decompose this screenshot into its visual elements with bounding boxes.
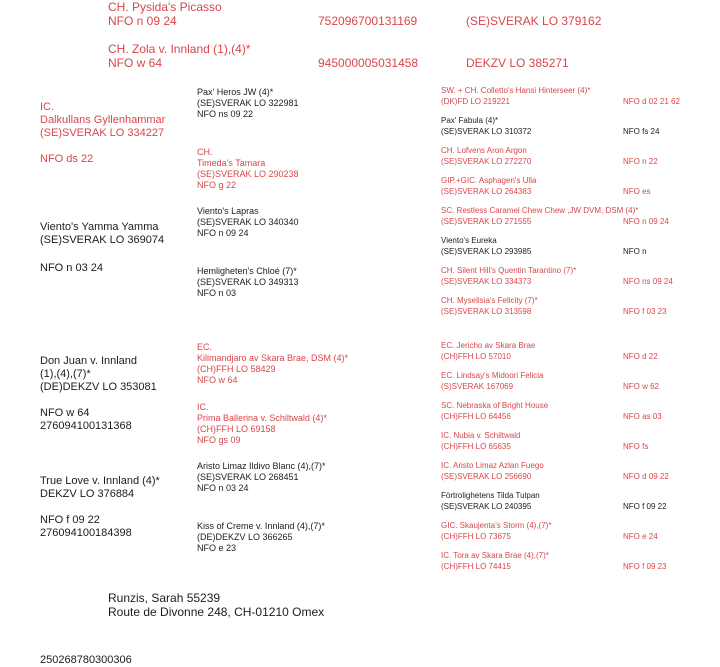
great-grandparent-nfo: NFO es xyxy=(623,187,651,196)
grandparent-line: Hemligheten's Chloé (7)* xyxy=(197,266,297,276)
grandparent-line: (DE)DEKZV LO 366265 xyxy=(197,532,293,542)
grandparent-line: Pax' Heros JW (4)* xyxy=(197,87,274,97)
great-grandparent-reg: (SE)SVERAK LO 240395 xyxy=(441,502,532,511)
great-grandparent-name: Viento's Eureka xyxy=(441,236,497,245)
great-grandparent-reg: (SE)SVERAK LO 271555 xyxy=(441,217,532,226)
parent-top-line: NFO ds 22 xyxy=(40,153,94,165)
great-grandparent-name: IC. Nubia v. Schiltwald xyxy=(441,431,521,440)
grandparent-line: NFO e 23 xyxy=(197,543,237,553)
parent-dam-line: 276094100131368 xyxy=(40,420,132,432)
grandparent-line: (SE)SVERAK LO 349313 xyxy=(197,277,299,287)
parent-sire-line: Viento's Yamma Yamma xyxy=(40,221,159,233)
great-grandparent-nfo: NFO n xyxy=(623,247,647,256)
grandparent-2 xyxy=(197,147,299,191)
great-grandparent-nfo: NFO f 09 23 xyxy=(623,562,667,571)
parent-sire-line: NFO n 03 24 xyxy=(40,262,103,274)
grandparent-line: NFO n 09 24 xyxy=(197,228,249,238)
great-grandparent-nfo: NFO ns 09 24 xyxy=(623,277,673,286)
grandparent-line: Aristo Limaz Ildivo Blanc (4),(7)* xyxy=(197,461,326,471)
grandparent-line: Timeda's Tamara xyxy=(197,158,266,168)
grandparent-line: (SE)SVERAK LO 340340 xyxy=(197,217,299,227)
parent-dam-line: Don Juan v. Innland xyxy=(40,355,138,367)
great-grandparent-reg: (SE)SVERAK LO 334373 xyxy=(441,277,532,286)
litter-dam-reg: DEKZV LO 385271 xyxy=(466,56,569,70)
grandparent-line: NFO ns 09 22 xyxy=(197,109,254,119)
great-grandparent-reg: (SE)SVERAK LO 264383 xyxy=(441,187,532,196)
great-grandparent-nfo: NFO fs 24 xyxy=(623,127,660,136)
great-grandparent-name: IC. Tora av Skara Brae (4),(7)* xyxy=(441,551,549,560)
great-grandparent-nfo: NFO w 62 xyxy=(623,382,660,391)
grandparent-line: IC. xyxy=(197,402,209,412)
great-grandparent-reg: (S)SVERAK 167069 xyxy=(441,382,514,391)
grandparent-line: NFO g 22 xyxy=(197,180,237,190)
parent-dam-line xyxy=(40,394,157,407)
grandparent-line: (SE)SVERAK LO 322981 xyxy=(197,98,299,108)
parent-dam-line: (DE)DEKZV LO 353081 xyxy=(40,381,157,393)
great-grandparent-nfo: NFO as 03 xyxy=(623,412,662,421)
parent-sire-block xyxy=(40,221,164,275)
great-grandparent-nfo: NFO e 24 xyxy=(623,532,658,541)
parent-dam2-block xyxy=(40,475,160,540)
litter-sire-nfo: NFO n 09 24 xyxy=(108,14,177,28)
litter-sire-reg: (SE)SVERAK LO 379162 xyxy=(466,14,602,28)
parent-top-line xyxy=(40,140,165,153)
great-grandparent-reg: (SE)SVERAK LO 293985 xyxy=(441,247,532,256)
parent-top-line: (SE)SVERAK LO 334227 xyxy=(40,127,165,139)
parent-dam-block xyxy=(40,355,157,433)
great-grandparent-reg: (SE)SVERAK LO 256690 xyxy=(441,472,532,481)
grandparent-3 xyxy=(197,206,299,239)
parent-dam-line: (1),(4),(7)* xyxy=(40,368,91,380)
grandparent-line: NFO gs 09 xyxy=(197,435,241,445)
great-grandparent-nfo: NFO d 02 21 62 xyxy=(623,97,680,106)
great-grandparent-name: CH. Silent Hill's Quentin Tarantino (7)* xyxy=(441,266,577,275)
litter-dam-nfo: NFO w 64 xyxy=(108,56,163,70)
great-grandparent-name: SC. Restless Caramel Chew Chew ,JW DVM, DSM (4)* xyxy=(441,206,639,215)
great-grandparent-reg: (SE)SVERAK LO 272270 xyxy=(441,157,532,166)
grandparent-5 xyxy=(197,342,348,386)
great-grandparent-name: Förtrolighetens Tilda Tulpan xyxy=(441,491,540,500)
great-grandparent-reg: (SE)SVERAK LO 310372 xyxy=(441,127,532,136)
grandparent-line: Kilimandjaro av Skara Brae, DSM (4)* xyxy=(197,353,349,363)
parent-top-line: Dalkullans Gyllenhammar xyxy=(40,114,166,126)
parent-dam2-line xyxy=(40,501,160,514)
parent-sire-line: (SE)SVERAK LO 369074 xyxy=(40,234,165,246)
grandparent-line: (CH)FFH LO 58429 xyxy=(197,364,276,374)
parent-dam2-line: True Love v. Innland (4)* xyxy=(40,475,160,487)
grandparent-7 xyxy=(197,461,326,494)
grandparent-line: (SE)SVERAK LO 268451 xyxy=(197,472,299,482)
grandparent-6 xyxy=(197,402,327,446)
great-grandparent-name: CH. Lofvens Aron Argon xyxy=(441,146,527,155)
great-grandparent-reg: (CH)FFH LO 74415 xyxy=(441,562,511,571)
parent-dam-line: NFO w 64 xyxy=(40,407,90,419)
grandparent-line: (SE)SVERAK LO 290238 xyxy=(197,169,299,179)
owner-name: Runzis, Sarah 55239 xyxy=(108,591,221,605)
great-grandparent-reg: (CH)FFH LO 57010 xyxy=(441,352,511,361)
great-grandparent-reg: (DK)FD LO 219221 xyxy=(441,97,510,106)
great-grandparent-reg: (CH)FFH LO 65635 xyxy=(441,442,511,451)
great-grandparent-name: SW. + CH. Colletto's Hansi Hinterseer (4)* xyxy=(441,86,591,95)
parent-top-line: IC. xyxy=(40,101,55,113)
grandparent-8 xyxy=(197,521,325,554)
great-grandparent-name: GIC. Skaujenta's Storm (4),(7)* xyxy=(441,521,552,530)
great-grandparent-nfo: NFO f 03 23 xyxy=(623,307,667,316)
great-grandparent-reg: (CH)FFH LO 73675 xyxy=(441,532,511,541)
great-grandparent-name: CH. Myselisia's Felicity (7)* xyxy=(441,296,538,305)
great-grandparent-name: EC. Jericho av Skara Brae xyxy=(441,341,536,350)
parent-dam2-line: 276094100184398 xyxy=(40,527,132,539)
grandparent-1 xyxy=(197,87,299,120)
grandparent-line: Kiss of Creme v. Innland (4),(7)* xyxy=(197,521,325,531)
great-grandparent-nfo: NFO n 09 24 xyxy=(623,217,669,226)
great-grandparent-name: EC. Lindsay's Midoori Felicia xyxy=(441,371,544,380)
grandparent-line: Prima Ballerina v. Schiltwald (4)* xyxy=(197,413,327,423)
litter-dam-name: CH. Zola v. Innland (1),(4)* xyxy=(108,42,251,56)
great-grandparent-reg: (SE)SVERAK LO 313598 xyxy=(441,307,532,316)
great-grandparent-nfo: NFO f 09 22 xyxy=(623,502,667,511)
grandparent-line: NFO w 64 xyxy=(197,375,238,385)
great-grandparent-nfo: NFO n 22 xyxy=(623,157,658,166)
great-grandparent-nfo: NFO d 22 xyxy=(623,352,658,361)
parent-top-block xyxy=(40,101,165,166)
owner-address: Route de Divonne 248, CH-01210 Omex xyxy=(108,605,325,619)
grandparent-line: (CH)FFH LO 69158 xyxy=(197,424,276,434)
footer-number: 250268780300306 xyxy=(40,654,132,666)
great-grandparent-reg: (CH)FFH LO 64456 xyxy=(441,412,511,421)
parent-dam2-line: NFO f 09 22 xyxy=(40,514,100,526)
great-grandparent-nfo: NFO fs xyxy=(623,442,649,451)
grandparent-line: EC. xyxy=(197,342,213,352)
litter-sire-name: CH. Pysida's Picasso xyxy=(108,0,222,14)
great-grandparent-name: GIP.+GIC. Asphagen's Ulla xyxy=(441,176,537,185)
great-grandparent-name: IC. Aristo Limaz Azlan Fuego xyxy=(441,461,544,470)
great-grandparent-nfo: NFO d 09 22 xyxy=(623,472,669,481)
great-grandparent-name: SC. Nebraska of Bright House xyxy=(441,401,549,410)
litter-sire-chip: 752096700131169 xyxy=(318,14,418,28)
grandparent-line: NFO n 03 xyxy=(197,288,237,298)
grandparent-line: NFO n 03 24 xyxy=(197,483,249,493)
grandparent-line: CH. xyxy=(197,147,213,157)
parent-dam2-line: DEKZV LO 376884 xyxy=(40,488,135,500)
grandparent-4 xyxy=(197,266,299,299)
parent-sire-line xyxy=(40,247,164,262)
litter-dam-chip: 945000005031458 xyxy=(318,56,419,70)
great-grandparent-name: Pax' Fabula (4)* xyxy=(441,116,499,125)
grandparent-line: Viento's Lapras xyxy=(197,206,259,216)
